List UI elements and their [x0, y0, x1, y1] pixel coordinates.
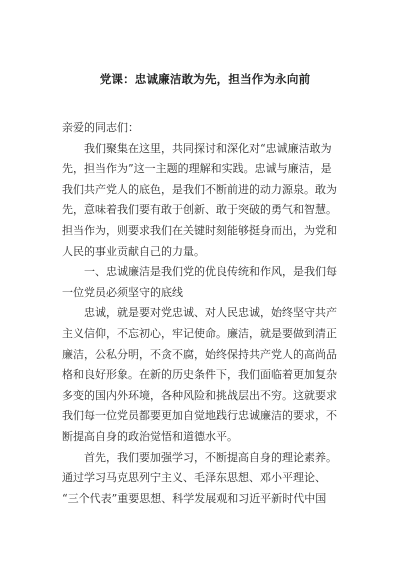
paragraph-line: 多变的国内外环境，各种风险和挑战层出不穷。这就要求 — [62, 388, 337, 402]
paragraph-line: 先，意味着我们要有敢于创新、敢于突破的勇气和智慧。 — [62, 203, 337, 217]
paragraph-line — [62, 303, 362, 324]
paragraph-line: “三个代表”重要思想、科学发展观和习近平新时代中国 — [62, 491, 327, 505]
section-heading-line: 一位党员必须坚守的底线 — [62, 285, 183, 299]
salutation-line: 亲爱的同志们： — [62, 121, 139, 134]
paragraph-line: 人民的事业贡献自己的力量。 — [62, 244, 205, 258]
paragraph-line: 廉洁，公私分明，不贪不腐，始终保持共产党人的高尚品 — [62, 347, 337, 361]
paragraph-line: 主义信仰，不忘初心，牢记使命。廉洁，就是要做到清正 — [62, 326, 337, 340]
paragraph-line: 格和良好形象。在新的历史条件下，我们面临着更加复杂 — [62, 368, 337, 382]
document-body — [62, 118, 362, 509]
paragraph-text: 忠诚，就是要对党忠诚、对人民忠诚，始终坚守共产 — [84, 306, 337, 320]
paragraph-line: 先，担当作为”这一主题的理解和实践。忠诚与廉洁，是 — [62, 162, 332, 176]
paragraph-line: 担当作为，则要求我们在关键时刻能够挺身而出，为党和 — [62, 223, 337, 237]
section-heading-line — [62, 262, 362, 283]
paragraph-line: 我们每一位党员都要更加自觉地践行忠诚廉洁的要求，不 — [62, 409, 337, 423]
paragraph-line — [62, 448, 362, 469]
paragraph-line — [40, 139, 362, 160]
document-title: 党课：忠诚廉洁敢为先，担当作为永向前 — [99, 72, 311, 86]
paragraph-line: 我们共产党人的底色，是我们不断前进的动力源泉。敢为 — [62, 182, 337, 196]
paragraph-line: 通过学习马克思列宁主义、毛泽东思想、邓小平理论、 — [62, 471, 326, 485]
paragraph-line: 断提高自身的政治觉悟和道德水平。 — [62, 429, 238, 443]
section-heading-text: 一、忠诚廉洁是我们党的优良传统和作风，是我们每 — [84, 265, 337, 279]
paragraph-text: 首先，我们要加强学习，不断提高自身的理论素养。 — [84, 450, 337, 464]
paragraph-text: 我们聚集在这里，共同探讨和深化对“忠诚廉洁敢为 — [84, 141, 332, 155]
